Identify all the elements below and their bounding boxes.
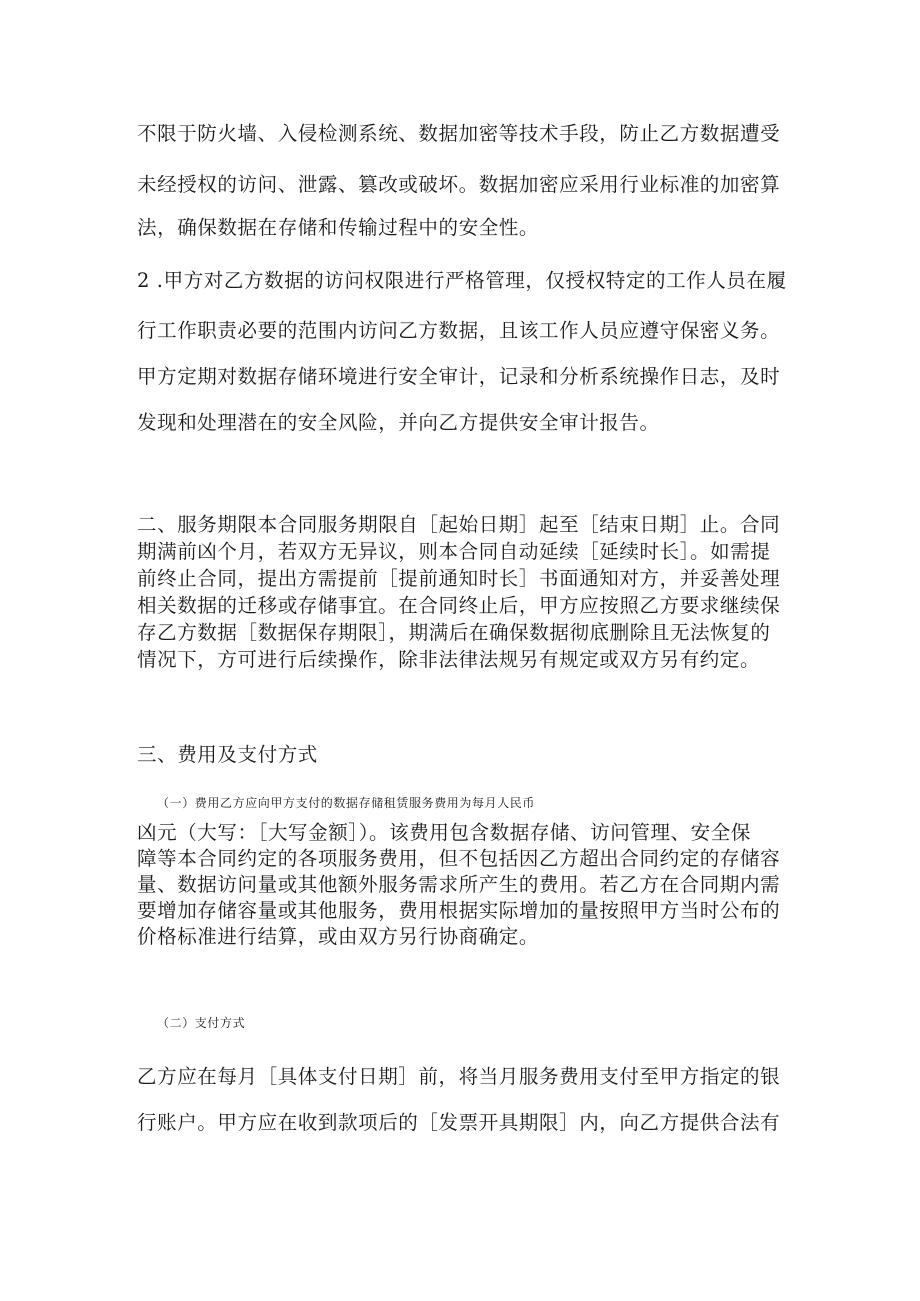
text-line: 发现和处理潜在的安全风险，并向乙方提供安全审计报告。 [137, 411, 660, 434]
text-line: 量、数据访问量或其他额外服务需求所产生的费用。若乙方在合同期内需 [137, 873, 781, 896]
text-line: 存乙方数据［数据保存期限］，期满后在确保数据彻底删除且无法恢复的 [137, 621, 771, 644]
text-line: 行账户。甲方应在收到款项后的［发票开具期限］内，向乙方提供合法有 [137, 1111, 781, 1134]
text-line: 凶元（大写：［大写金额］）。该费用包含数据存储、访问管理、安全保 [137, 821, 751, 844]
text-line: 价格标准进行结算，或由双方另行协商确定。 [137, 925, 540, 948]
text-line: 法，确保数据在存储和传输过程中的安全性。 [137, 216, 540, 239]
subsection-heading: （二）支付方式 [157, 1016, 246, 1030]
text-line: 相关数据的迁移或存储事宜。在合同终止后，甲方应按照乙方要求继续保 [137, 594, 781, 617]
text-line: 障等本合同约定的各项服务费用，但不包括因乙方超出合同约定的存储容 [137, 847, 781, 870]
text-line: 乙方应在每月［具体支付日期］前，将当月服务费用支付至甲方指定的银 [137, 1065, 781, 1088]
text-line: 情况下，方可进行后续操作，除非法律法规另有规定或双方另有约定。 [137, 648, 761, 671]
text-line: 期满前凶个月，若双方无异议，则本合同自动延续［延续时长］。如需提 [137, 540, 771, 563]
text-line: 行工作职责必要的范围内访问乙方数据，且该工作人员应遵守保密义务。 [137, 319, 781, 342]
text-line: 要增加存储容量或其他服务，费用根据实际增加的量按照甲方当时公布的 [137, 899, 781, 922]
text-line: 前终止合同，提出方需提前［提前通知时长］书面通知对方，并妥善处理 [137, 567, 781, 590]
text-line: 2 .甲方对乙方数据的访问权限进行严格管理，仅授权特定的工作人员在履 [137, 269, 787, 292]
text-line: 甲方定期对数据存储环境进行安全审计，记录和分析系统操作日志，及时 [137, 365, 781, 388]
text-line: 未经授权的访问、泄露、篡改或破坏。数据加密应采用行业标准的加密算 [137, 173, 781, 196]
text-line: （一）费用乙方应向甲方支付的数据存储租赁服务费用为每月人民币 [157, 796, 536, 810]
text-line: 二、服务期限本合同服务期限自［起始日期］起至［结束日期］止。合同 [137, 513, 781, 536]
text-line: 不限于防火墙、入侵检测系统、数据加密等技术手段，防止乙方数据遭受 [137, 122, 781, 145]
section-heading: 三、费用及支付方式 [137, 743, 318, 766]
